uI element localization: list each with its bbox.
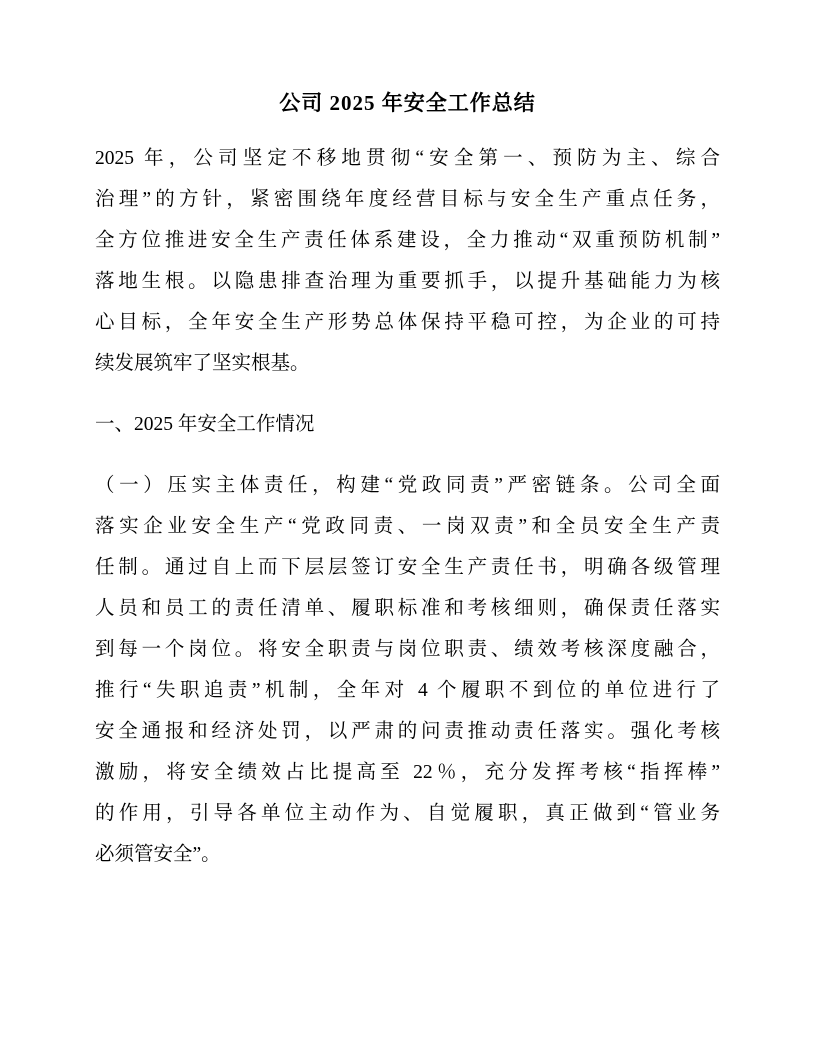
paragraph-line: 治理”的方针，紧密围绕年度经营目标与安全生产重点任务， (95, 189, 720, 210)
paragraph-line: 任制。通过自上而下层层签订安全生产责任书，明确各级管理 (95, 557, 720, 578)
paragraph-line: 安全通报和经济处罚，以严肃的问责推动责任落实。强化考核 (95, 721, 720, 742)
paragraph-line: 必须管安全”。 (95, 844, 221, 865)
paragraph-line: 2025 年，公司坚定不移地贯彻“安全第一、预防为主、综合 (95, 148, 720, 169)
paragraph (95, 138, 720, 384)
paragraph-line: 激励，将安全绩效占比提高至 22％，充分发挥考核“指挥棒” (95, 762, 720, 783)
paragraph-line: 心目标，全年安全生产形势总体保持平稳可控，为企业的可持 (95, 312, 720, 333)
paragraph-line: （一）压实主体责任，构建“党政同责”严密链条。公司全面 (95, 475, 720, 496)
paragraph-line: 推行“失职追责”机制，全年对 4 个履职不到位的单位进行了 (95, 680, 720, 701)
paragraph (95, 465, 720, 875)
paragraph-line: 全方位推进安全生产责任体系建设，全力推动“双重预防机制” (95, 230, 720, 251)
document-title: 公司 2025 年安全工作总结 (279, 91, 536, 115)
document-body (95, 138, 720, 875)
paragraph-line: 到每一个岗位。将安全职责与岗位职责、绩效考核深度融合， (95, 639, 720, 660)
paragraph-line: 一、2025 年安全工作情况 (95, 414, 315, 435)
paragraph-line: 落实企业安全生产“党政同责、一岗双责”和全员安全生产责 (95, 516, 720, 537)
paragraph-line: 人员和员工的责任清单、履职标准和考核细则，确保责任落实 (95, 598, 720, 619)
paragraph-line: 续发展筑牢了坚实根基。 (95, 353, 310, 374)
paragraph-line: 落地生根。以隐患排查治理为重要抓手，以提升基础能力为核 (95, 271, 720, 292)
section-heading (95, 404, 720, 445)
paragraph-line: 的作用，引导各单位主动作为、自觉履职，真正做到“管业务 (95, 803, 720, 824)
